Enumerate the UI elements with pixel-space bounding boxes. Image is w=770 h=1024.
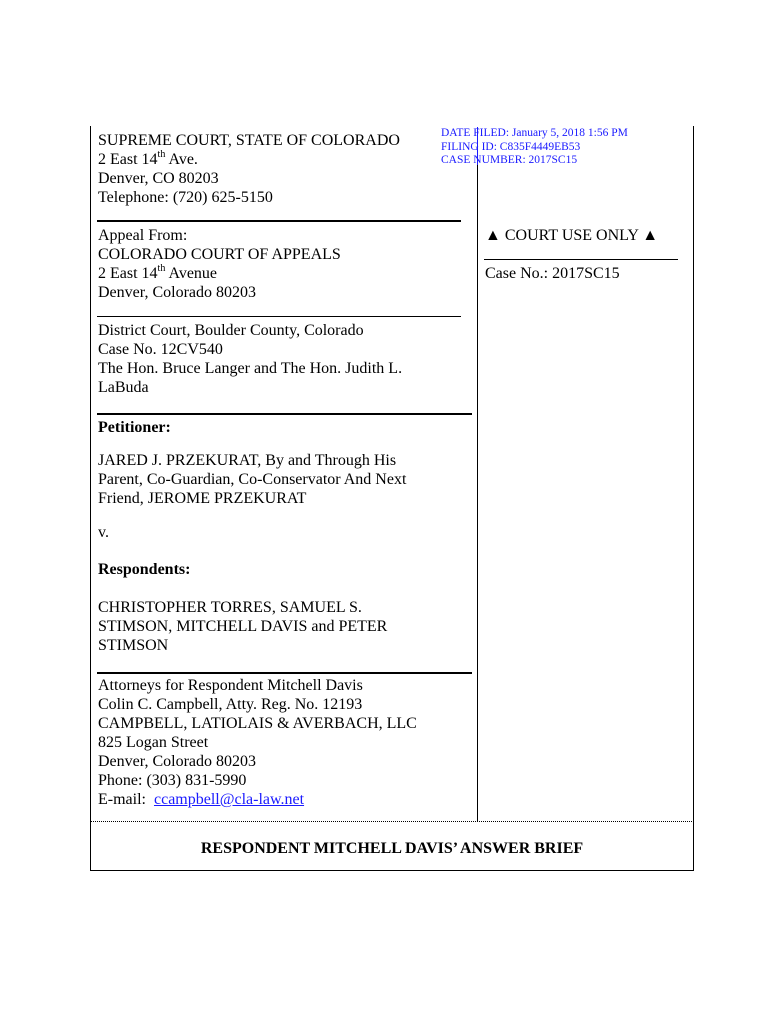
- versus: v.: [98, 524, 109, 541]
- rule-appeal: [97, 316, 461, 317]
- attorneys-line-3: CAMPBELL, LATIOLAIS & AVERBACH, LLC: [98, 715, 417, 732]
- rule-court-use: [484, 259, 678, 260]
- appeal-city: Denver, Colorado 80203: [98, 284, 256, 301]
- district-line-1: District Court, Boulder County, Colorado: [98, 322, 364, 339]
- caption-box-bottom-border: [90, 870, 694, 871]
- district-line-2: Case No. 12CV540: [98, 341, 223, 358]
- district-line-4: LaBuda: [98, 379, 149, 396]
- court-phone: Telephone: (720) 625-5150: [98, 189, 273, 206]
- court-block: [98, 131, 400, 207]
- district-line-3: The Hon. Bruce Langer and The Hon. Judith L.: [98, 360, 403, 377]
- email-label: E-mail:: [98, 791, 154, 808]
- title-row-divider: [90, 821, 694, 822]
- attorneys-line-4: 825 Logan Street: [98, 734, 209, 751]
- attorneys-line-1: Attorneys for Respondent Mitchell Davis: [98, 677, 363, 694]
- court-address: 2 East 14th Ave.: [98, 149, 198, 168]
- caption-box-right-border: [693, 126, 694, 871]
- attorneys-line-5: Denver, Colorado 80203: [98, 753, 256, 770]
- appeal-block: [98, 226, 341, 302]
- respondents-line-2: STIMSON, MITCHELL DAVIS and PETER: [98, 618, 388, 635]
- attorneys-block: [98, 676, 417, 809]
- attorneys-line-6: Phone: (303) 831-5990: [98, 772, 247, 789]
- efiling-stamp: [441, 127, 628, 168]
- document-title: RESPONDENT MITCHELL DAVIS’ ANSWER BRIEF: [200, 840, 584, 857]
- stamp-case-number: CASE NUMBER: 2017SC15: [441, 154, 578, 166]
- court-name: SUPREME COURT, STATE OF COLORADO: [98, 132, 400, 149]
- rule-district: [97, 413, 472, 415]
- appeal-court: COLORADO COURT OF APPEALS: [98, 246, 341, 263]
- case-number: Case No.: 2017SC15: [485, 265, 620, 282]
- stamp-date-filed: DATE FILED: January 5, 2018 1:56 PM: [441, 127, 628, 139]
- rule-court: [97, 220, 461, 222]
- respondents-line-3: STIMSON: [98, 637, 169, 654]
- respondents-label: Respondents:: [98, 561, 191, 578]
- appeal-label: Appeal From:: [98, 227, 188, 244]
- attorneys-line-2: Colin C. Campbell, Atty. Reg. No. 12193: [98, 696, 363, 713]
- petitioner-line-1: JARED J. PRZEKURAT, By and Through His: [98, 452, 397, 469]
- respondents-line-1: CHRISTOPHER TORRES, SAMUEL S.: [98, 599, 362, 616]
- respondents-block: [98, 598, 387, 655]
- court-city: Denver, CO 80203: [98, 170, 219, 187]
- petitioner-block: [98, 451, 406, 508]
- petitioner-line-3: Friend, JEROME PRZEKURAT: [98, 490, 307, 507]
- rule-respondents: [97, 672, 472, 674]
- petitioner-label: Petitioner:: [98, 419, 171, 436]
- stamp-filing-id: FILING ID: C835F4449EB53: [441, 140, 581, 153]
- caption-column-divider: [477, 165, 478, 822]
- email-link[interactable]: ccampbell@cla-law.net: [153, 791, 305, 808]
- appeal-address: 2 East 14th Avenue: [98, 263, 218, 282]
- court-use-only-label: ▲ COURT USE ONLY ▲: [485, 227, 659, 244]
- petitioner-line-2: Parent, Co-Guardian, Co-Conservator And Next: [98, 471, 407, 488]
- attorneys-email-line: [98, 790, 417, 809]
- district-block: [98, 321, 402, 397]
- caption-box-left-border: [90, 126, 91, 871]
